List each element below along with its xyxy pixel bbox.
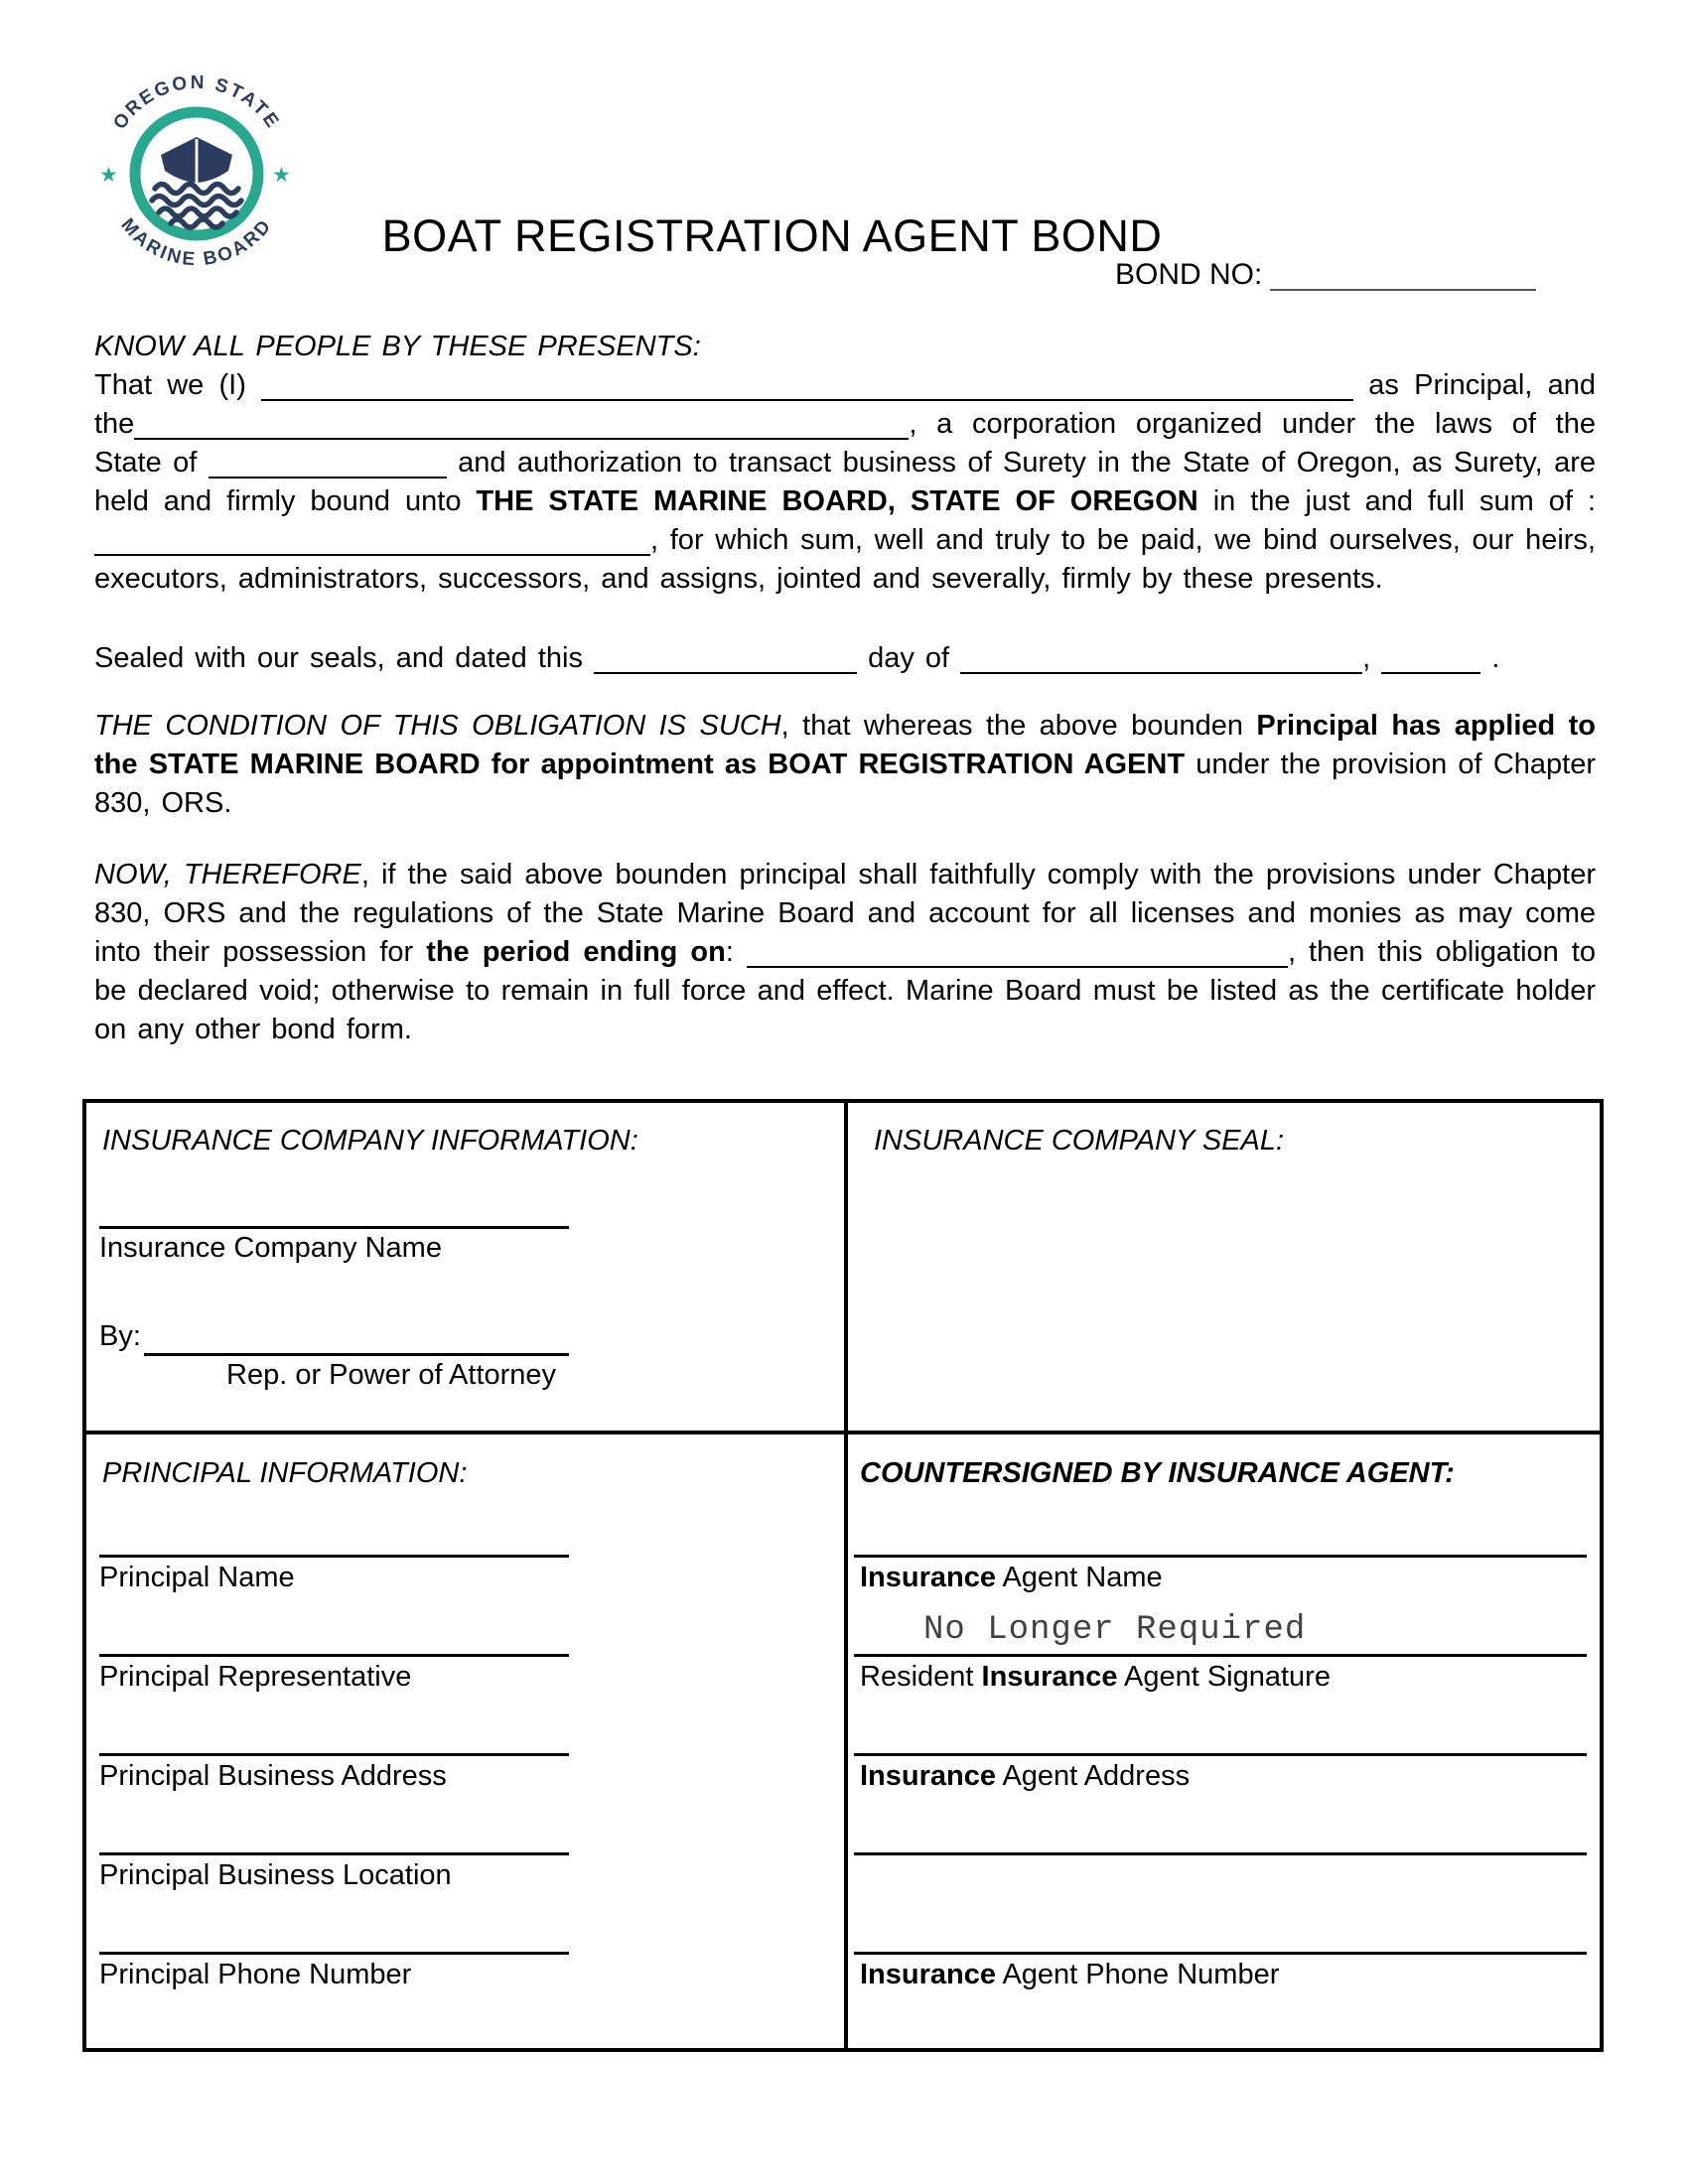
principal-business-location-line <box>99 1852 569 1855</box>
text-run: the period ending on <box>426 936 726 968</box>
text-run: : <box>725 936 747 968</box>
no-longer-required-stamp: No Longer Required <box>923 1611 1307 1649</box>
by-signature-line <box>144 1353 569 1356</box>
text-run: Insurance <box>981 1661 1118 1693</box>
insurance-agent-address-label <box>860 1760 1190 1793</box>
text-run: Agent Phone Number <box>996 1959 1280 1990</box>
insurance-agent-signature-line <box>854 1654 1587 1657</box>
text-run: THE CONDITION OF THIS OBLIGATION IS SUCH <box>94 710 781 742</box>
principal-name-label: Principal Name <box>99 1562 295 1593</box>
blank-fill-line <box>747 936 1288 968</box>
logo-arc-top-text: OREGON STATE <box>109 71 284 134</box>
bond-table <box>82 1099 1604 2052</box>
insurance-agent-phone-line <box>854 1952 1587 1955</box>
blank-fill-line <box>94 524 650 556</box>
blank-fill-line <box>594 642 857 674</box>
star-right-icon: ★ <box>272 164 291 187</box>
presents-heading: KNOW ALL PEOPLE BY THESE PRESENTS: <box>94 331 701 362</box>
insurance-company-info-heading: INSURANCE COMPANY INFORMATION: <box>102 1125 638 1157</box>
blank-fill-line <box>134 408 909 440</box>
insurance-company-name-line <box>99 1226 569 1229</box>
text-run: in the just and full sum of : <box>1197 485 1596 517</box>
paragraph-sealed-dated <box>94 639 1596 678</box>
text-run: Agent Signature <box>1117 1661 1331 1693</box>
text-run: Resident <box>860 1661 982 1693</box>
principal-representative-label: Principal Representative <box>99 1661 412 1693</box>
resident-insurance-agent-signature-label <box>860 1661 1331 1694</box>
star-left-icon: ★ <box>99 164 118 187</box>
text-run: NOW, THEREFORE <box>94 859 361 890</box>
blank-fill-line <box>1381 642 1480 674</box>
principal-business-address-line <box>99 1753 569 1756</box>
text-run: Sealed with our seals, and dated this <box>94 642 595 674</box>
insurance-agent-name-line <box>854 1555 1587 1558</box>
insurance-company-name-label: Insurance Company Name <box>99 1232 442 1264</box>
blank-fill-line <box>209 447 447 478</box>
text-run: , then this obligation to be declared void; otherwise to remain in full force and effect. Marine Board must be listed as the certificate holder on any other bond form. <box>94 936 1596 1045</box>
text-run: That we (I) <box>94 369 262 401</box>
text-run: , <box>1362 642 1382 674</box>
page-title: BOAT REGISTRATION AGENT BOND <box>381 210 1163 261</box>
text-run: Insurance <box>860 1959 996 1990</box>
text-run: . <box>1480 642 1500 674</box>
bond-no-blank-line <box>1270 259 1536 291</box>
principal-business-address-label: Principal Business Address <box>99 1760 447 1792</box>
text-run: , that whereas the above bounden <box>780 710 1257 742</box>
insurance-agent-name-label <box>860 1562 1163 1594</box>
text-run: Agent Name <box>996 1562 1163 1593</box>
table-horizontal-divider <box>86 1431 1600 1434</box>
paragraph-principal-surety <box>94 366 1596 599</box>
insurance-agent-phone-label <box>860 1959 1279 1991</box>
text-run: , for which sum, well and truly to be paid, we bind ourselves, our heirs, executors, administrators, successors, and assigns, jointed and severally, firmly by these presents. <box>94 524 1596 595</box>
text-run: , if the said above bounden principal shall faithfully comply with the provisions under Chapter 830, ORS and the regulations of the State Marine Board and account for all licenses and monies as may come into their possession for <box>94 859 1596 968</box>
insurance-company-seal-heading: INSURANCE COMPANY SEAL: <box>874 1125 1285 1157</box>
by-label: By: <box>99 1320 141 1352</box>
bond-no-row <box>1115 258 1536 292</box>
principal-phone-number-label: Principal Phone Number <box>99 1959 412 1990</box>
principal-info-heading: PRINCIPAL INFORMATION: <box>102 1457 468 1489</box>
insurance-agent-address-line <box>854 1753 1587 1756</box>
bond-no-label: BOND NO: <box>1115 258 1263 291</box>
text-run: Principal has applied to the STATE MARINE BOARD for appointment as BOAT REGISTRATION AGENT <box>94 710 1596 780</box>
bond-body-text <box>94 328 1596 1049</box>
rep-or-power-of-attorney-label: Rep. or Power of Attorney <box>226 1359 557 1391</box>
text-run: Insurance <box>860 1562 996 1593</box>
principal-name-line <box>99 1555 569 1558</box>
logo-arc-bottom-text: MARINE BOARD <box>116 214 277 271</box>
principal-business-location-label: Principal Business Location <box>99 1859 452 1891</box>
text-run: and authorization to transact business of Surety in the State of Oregon, as Surety, are held and firmly bound unto <box>94 447 1596 517</box>
text-run: THE STATE MARINE BOARD, STATE OF OREGON <box>476 485 1198 517</box>
blank-fill-line <box>261 369 1353 401</box>
principal-representative-line <box>99 1654 569 1657</box>
text-run: Agent Address <box>996 1760 1191 1792</box>
text-run: under the provision of Chapter 830, ORS. <box>94 749 1596 819</box>
text-run: as Principal, and the <box>94 369 1596 440</box>
text-run: , a corporation organized under the laws of the State of <box>94 408 1596 478</box>
insurance-agent-address-line-2 <box>854 1852 1587 1855</box>
table-vertical-divider <box>844 1103 848 2048</box>
text-run: day of <box>857 642 961 674</box>
paragraph-now-therefore <box>94 856 1596 1049</box>
blank-fill-line <box>960 642 1362 674</box>
countersigned-heading: COUNTERSIGNED BY INSURANCE AGENT: <box>860 1457 1455 1489</box>
paragraph-condition <box>94 707 1596 823</box>
principal-phone-number-line <box>99 1952 569 1955</box>
text-run: Insurance <box>860 1760 996 1792</box>
